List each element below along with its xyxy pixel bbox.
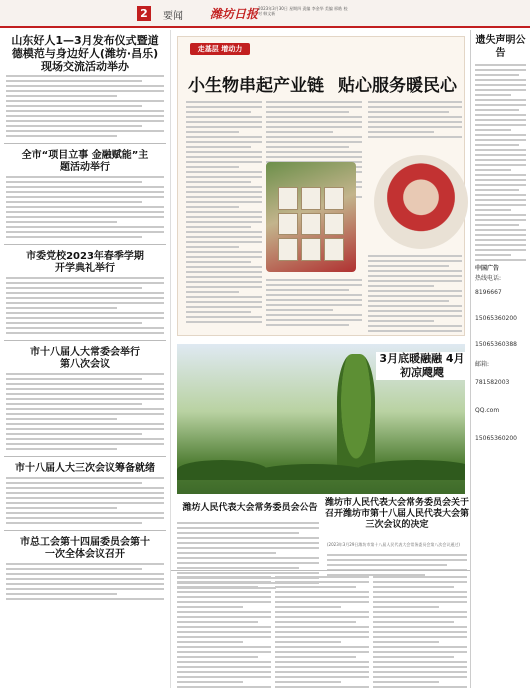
feature-body-left: [186, 101, 262, 326]
article-headline-5: 市十八届人大三次会议筹备就绪: [15, 463, 155, 474]
feature-headline-left: 小生物串起产业链: [188, 76, 324, 96]
notice-list: [475, 64, 526, 261]
notice-subline: (2023年3月29日潍坊市第十八届人民代表大会常务委员会第八次会议通过): [327, 542, 460, 547]
feature-banner: [177, 36, 465, 336]
feature-body-mid-2: [266, 279, 362, 329]
service-photo: [374, 155, 468, 249]
photo-caption-headline: 潍坊人民代表大会常务委员会公告: [182, 503, 318, 513]
article-body-2: [6, 176, 164, 238]
article-body-6: [6, 563, 164, 600]
feature-headline-right: 贴心服务暖民心: [338, 76, 457, 96]
phone-3: 15065360388: [475, 341, 517, 348]
ad-label: 中国广告: [475, 265, 500, 272]
report-col-1: [177, 576, 271, 688]
email-label: 邮箱:: [475, 361, 490, 368]
notice-title: 遗失声明公告: [475, 35, 526, 59]
page-number: 2: [137, 6, 151, 21]
page-header: [0, 0, 530, 28]
report-col-2: [275, 576, 369, 688]
phone-4: 781582003: [475, 379, 510, 386]
article-headline-2: 全市“项目立事 金融赋能”主题活动举行: [21, 150, 149, 173]
left-column: [0, 30, 170, 688]
phone-5: 15065360200: [475, 435, 517, 442]
newspaper-name: 潍坊日报: [210, 7, 259, 21]
right-column: [470, 30, 530, 688]
article-headline-6: 市总工会第十四届委员会第十一次全体会议召开: [20, 537, 150, 560]
topiary-tree: [337, 354, 375, 474]
phone-1: 8196667: [475, 289, 502, 296]
article-headline-3: 市委党校2023年春季学期开学典礼举行: [26, 251, 144, 274]
notice-headline: 潍坊市人民代表大会常务委员会关于召开潍坊市第十八届人民代表大会第三次会议的决定: [325, 498, 470, 530]
culture-bottles-image: [278, 187, 344, 261]
article-headline-1: 山东好人1—3月发布仪式暨道德模范与身边好人(潍坊·昌乐)现场交流活动举办: [11, 34, 159, 73]
feature-body-right: [368, 101, 462, 141]
phone-2: 15065360200: [475, 315, 517, 322]
article-body-4: [6, 373, 164, 450]
article-body-1: [6, 75, 164, 137]
phone-label: 热线电话:: [475, 275, 502, 282]
article-body-5: [6, 477, 164, 524]
article-body-3: [6, 277, 164, 334]
qq-line: QQ.com: [475, 407, 500, 414]
feature-body-right-2: [368, 255, 462, 335]
article-headline-4: 市十八届人大常委会举行第八次会议: [30, 347, 140, 370]
report-col-3: [373, 576, 467, 688]
banner-tag: 走基层 增动力: [190, 43, 250, 55]
section-name: 要闻: [163, 11, 183, 22]
date-line: 2023年3月30日 星期四 责编 李金华 美编 邢皓 校对 韩文新: [258, 6, 348, 16]
weather-headline: 3月底暖融融 4月初凉飕飕: [376, 352, 468, 380]
